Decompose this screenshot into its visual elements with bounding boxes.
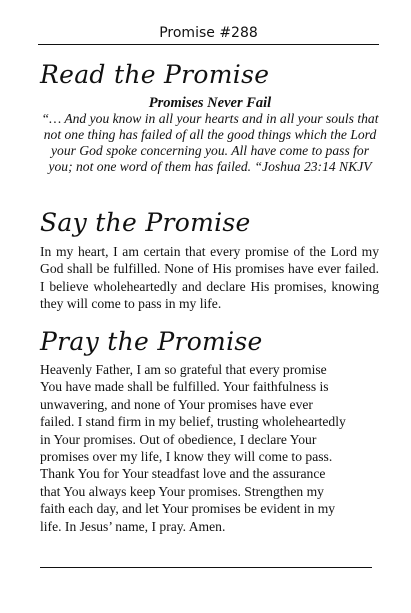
say-heading: Say the Promise — [40, 208, 251, 237]
pray-text: Heavenly Father, I am so grateful that every promise You have made shall be fulfilled. Your faithfulness is unwavering, and none of Your promises have ever failed. I stand firm in my belief, trusting wholeheartedly in Your promises. Out of obedience, I declare Your promises over my life, I know they will come to pass. Thank You for Your steadfast love and the assurance that You always keep Your promises. Strengthen my faith each day, and let Your promises be evident in my life. In Jesus’ name, I pray. Amen. — [40, 362, 346, 534]
page-title: Promise #288 — [159, 25, 258, 41]
header-divider — [38, 44, 379, 45]
footer-divider — [40, 567, 372, 568]
read-heading: Read the Promise — [40, 60, 270, 89]
say-text: In my heart, I am certain that every promise of the Lord my God shall be fulfilled. None of His promises have ever failed. I believe wholeheartedly and declare His promises, knowing they will come to pass in my life. — [40, 244, 379, 312]
verse-text: “… And you know in all your hearts and in all your souls that not one thing has failed of all the good things which the Lord your God spoke concerning you. All have come to pass for you; not one word of them has failed. “Joshua 23:14 NKJV — [41, 111, 379, 175]
verse-title: Promises Never Fail — [148, 95, 272, 111]
pray-heading: Pray the Promise — [40, 327, 263, 356]
